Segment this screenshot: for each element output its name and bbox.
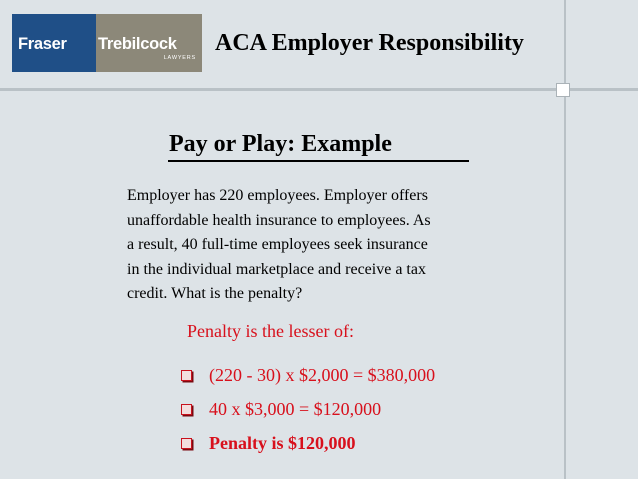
fraser-trebilcock-logo <box>12 14 202 72</box>
subtitle-underline <box>168 160 469 162</box>
divider-corner-box <box>556 83 570 97</box>
checkbox-bullet-icon <box>181 438 192 449</box>
paragraph-line: unaffordable health insurance to employees. As <box>127 211 431 229</box>
logo-word-trebilcock: Trebilcock <box>98 35 177 53</box>
penalty-bullet-list <box>178 358 538 460</box>
list-item <box>178 426 538 460</box>
checkbox-bullet-icon <box>181 404 192 415</box>
paragraph-line: in the individual marketplace and receive a tax <box>127 260 426 278</box>
bullet-text-conclusion: Penalty is $120,000 <box>209 432 356 453</box>
bullet-text: (220 - 30) x $2,000 = $380,000 <box>209 364 436 385</box>
header-divider <box>0 88 638 91</box>
penalty-intro: Penalty is the lesser of: <box>187 321 354 341</box>
slide-title: ACA Employer Responsibility <box>215 30 524 56</box>
paragraph-line: credit. What is the penalty? <box>127 285 303 302</box>
bullet-text: 40 x $3,000 = $120,000 <box>209 398 382 419</box>
checkbox-bullet-icon <box>181 370 192 381</box>
list-item <box>178 392 538 426</box>
paragraph-line: Employer has 220 employees. Employer offers <box>127 187 428 204</box>
logo-word-fraser: Fraser <box>18 35 67 53</box>
logo-subtitle: LAWYERS <box>163 55 196 61</box>
list-item <box>178 358 538 392</box>
slide-subtitle: Pay or Play: Example <box>169 131 392 157</box>
vertical-divider <box>564 0 566 479</box>
example-paragraph <box>127 184 552 307</box>
paragraph-line: a result, 40 full-time employees seek insurance <box>127 236 428 253</box>
